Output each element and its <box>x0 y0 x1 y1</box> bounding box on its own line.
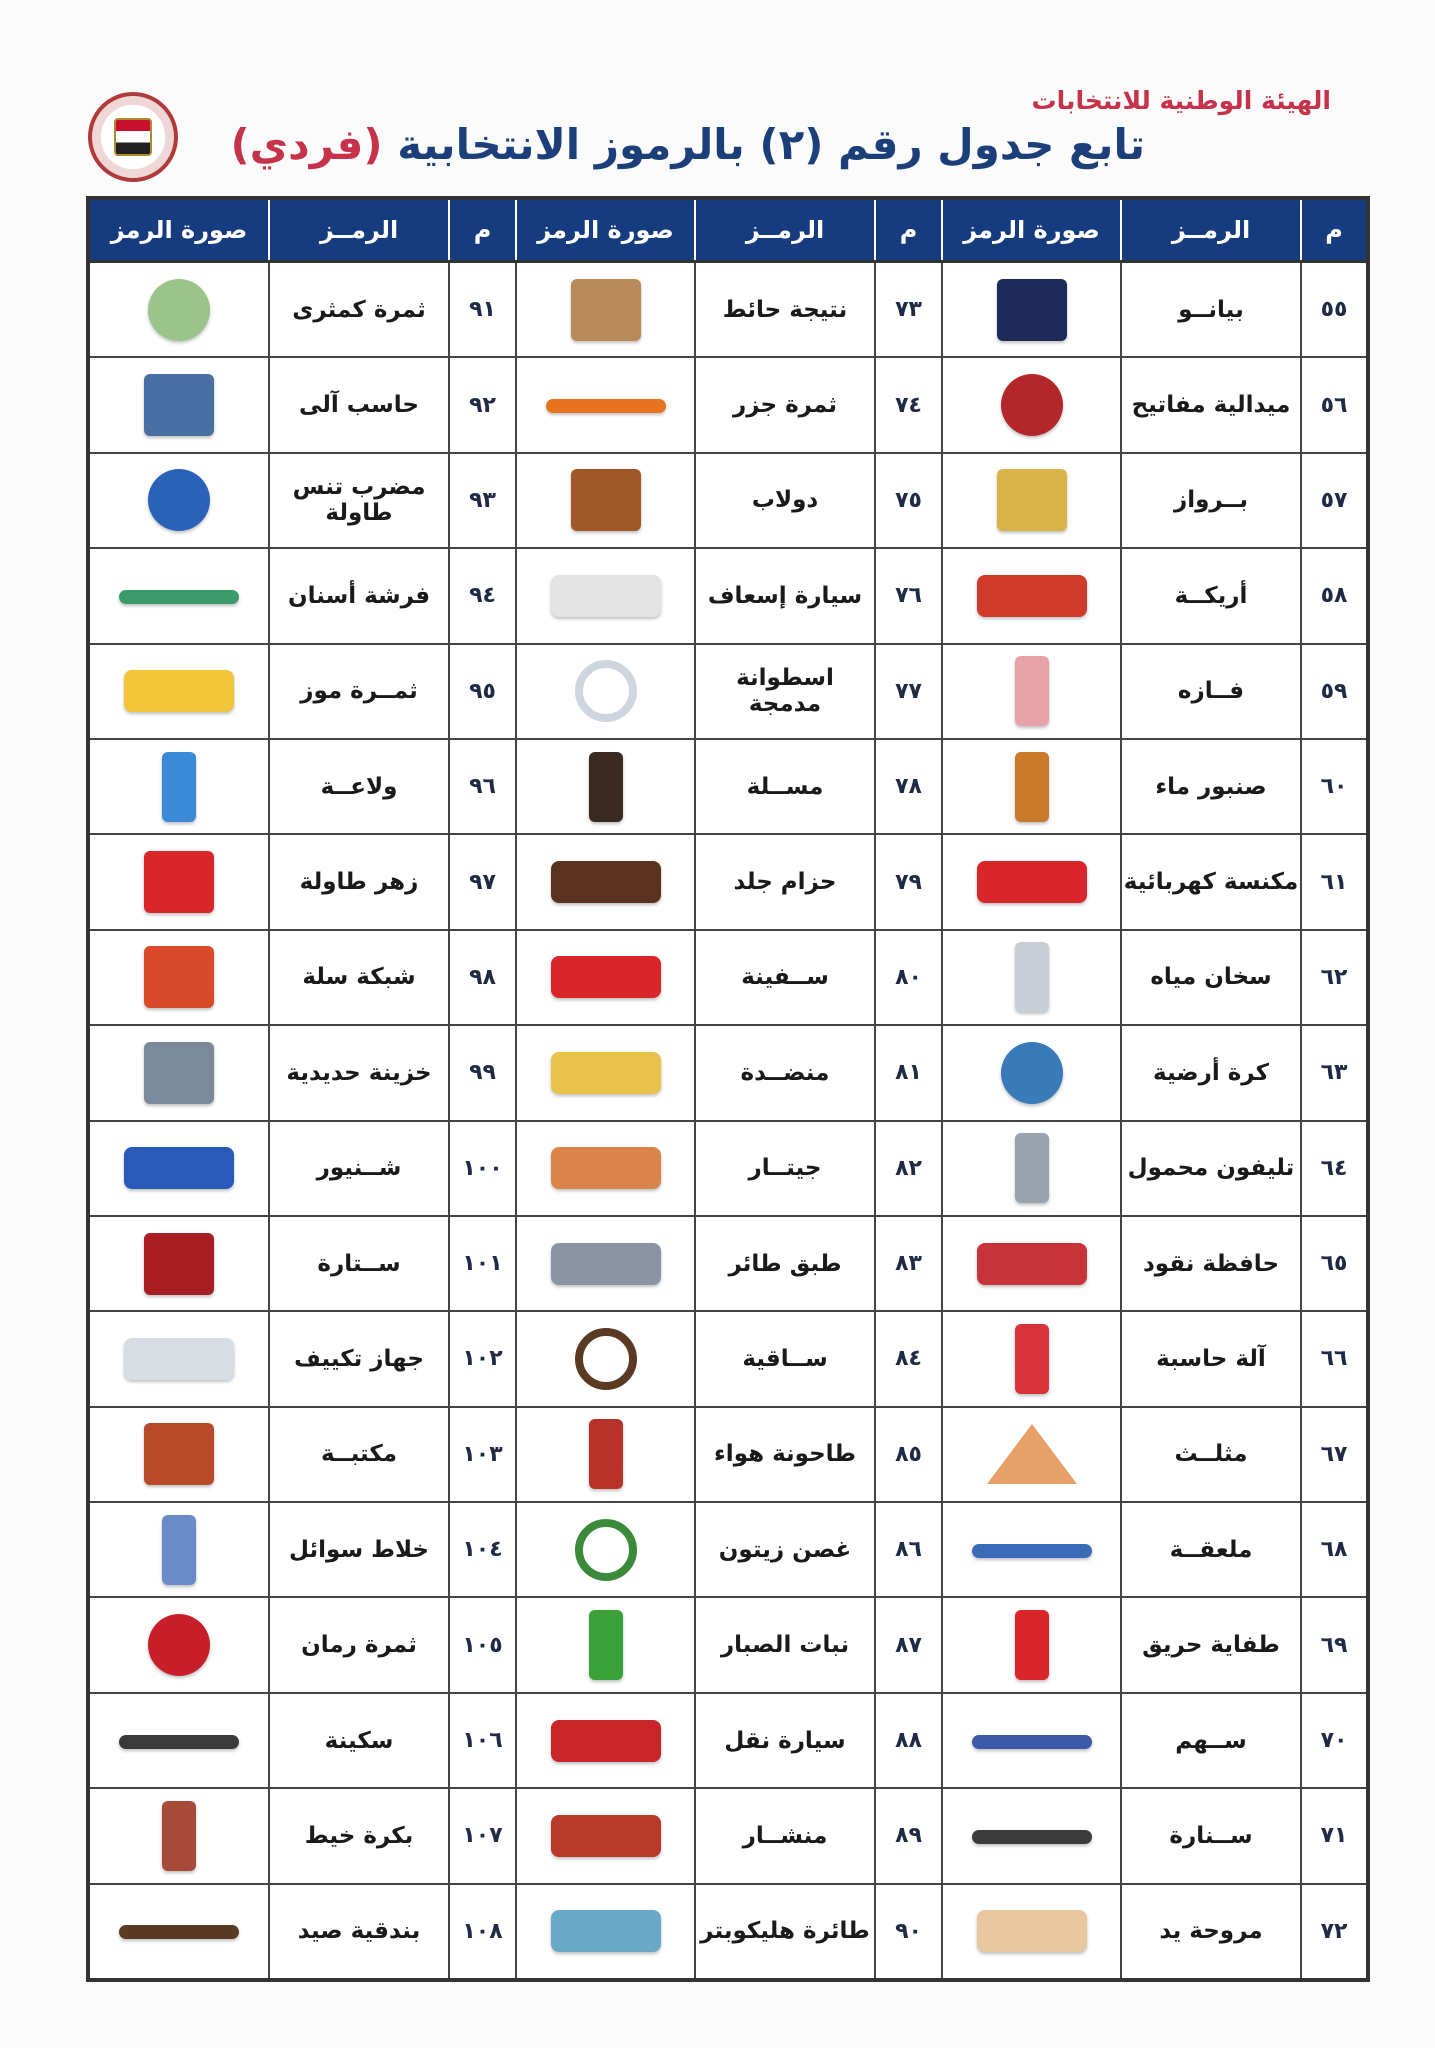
symbol-number: ٨٩ <box>875 1788 942 1883</box>
symbol-number: ٩٧ <box>449 834 516 929</box>
safe-icon <box>144 1042 214 1104</box>
symbol-image <box>942 1121 1121 1216</box>
symbol-image <box>942 1597 1121 1692</box>
symbol-name: مروحة يد <box>1121 1884 1301 1980</box>
symbol-name: صنبور ماء <box>1121 739 1301 834</box>
symbol-image <box>88 548 269 643</box>
globe-icon <box>1001 1042 1063 1104</box>
symbol-image <box>942 453 1121 548</box>
symbol-number: ١٠٥ <box>449 1597 516 1692</box>
table-row <box>88 1121 1368 1216</box>
header-num: م <box>1301 198 1368 262</box>
basketball-hoop-icon <box>144 946 214 1008</box>
symbol-image <box>942 1502 1121 1597</box>
symbol-number: ٦٢ <box>1301 930 1368 1025</box>
header-image: صورة الرمز <box>88 198 269 262</box>
title-suffix: (فردي) <box>230 120 383 169</box>
page-title <box>230 120 1145 169</box>
symbol-number: ٩٤ <box>449 548 516 643</box>
symbol-image <box>88 453 269 548</box>
symbol-image <box>88 1693 269 1788</box>
symbol-name: جهاز تكييف <box>269 1311 449 1406</box>
symbol-number: ٧١ <box>1301 1788 1368 1883</box>
table-row <box>88 644 1368 739</box>
symbol-name: مســلة <box>695 739 875 834</box>
symbol-number: ٨٠ <box>875 930 942 1025</box>
symbol-image <box>942 357 1121 452</box>
table-row <box>88 1502 1368 1597</box>
spoon-icon <box>972 1544 1092 1558</box>
carrot-icon <box>546 399 666 413</box>
symbol-image <box>942 1025 1121 1120</box>
table-row <box>88 1884 1368 1980</box>
calculator-icon <box>1015 1324 1049 1394</box>
symbol-number: ١٠٨ <box>449 1884 516 1980</box>
symbol-name: خلاط سوائل <box>269 1502 449 1597</box>
arrow-icon <box>972 1735 1092 1749</box>
symbol-number: ٦١ <box>1301 834 1368 929</box>
table-row <box>88 1311 1368 1406</box>
symbol-image <box>516 739 695 834</box>
table-row <box>88 1407 1368 1502</box>
symbol-name: اسطوانة مدمجة <box>695 644 875 739</box>
symbol-number: ٧٥ <box>875 453 942 548</box>
symbol-name: منشــار <box>695 1788 875 1883</box>
symbol-number: ٩٢ <box>449 357 516 452</box>
symbol-number: ٩٥ <box>449 644 516 739</box>
symbol-number: ٥٥ <box>1301 262 1368 358</box>
lighter-icon <box>162 752 196 822</box>
mobile-phone-icon <box>1015 1133 1049 1203</box>
symbol-image <box>88 739 269 834</box>
laptop-icon <box>144 374 214 436</box>
symbol-image <box>516 262 695 358</box>
symbol-name: فرشة أسنان <box>269 548 449 643</box>
symbol-image <box>88 1597 269 1692</box>
symbol-name: ســهم <box>1121 1693 1301 1788</box>
symbol-name: جيتــار <box>695 1121 875 1216</box>
symbol-image <box>516 1121 695 1216</box>
symbol-name: شــنيور <box>269 1121 449 1216</box>
guitar-icon <box>551 1147 661 1189</box>
symbol-number: ١٠٤ <box>449 1502 516 1597</box>
table-row <box>88 1788 1368 1883</box>
symbol-name: سيارة إسعاف <box>695 548 875 643</box>
symbol-name: بكرة خيط <box>269 1788 449 1883</box>
symbol-number: ١٠٢ <box>449 1311 516 1406</box>
authority-emblem-icon <box>88 92 178 182</box>
symbol-name: ميدالية مفاتيح <box>1121 357 1301 452</box>
header-image: صورة الرمز <box>516 198 695 262</box>
cd-icon <box>575 660 637 722</box>
header-num: م <box>449 198 516 262</box>
vase-icon <box>1015 656 1049 726</box>
authority-name: الهيئة الوطنية للانتخابات <box>1031 86 1331 115</box>
symbol-name: طفاية حريق <box>1121 1597 1301 1692</box>
symbol-image <box>516 644 695 739</box>
symbol-image <box>942 262 1121 358</box>
header-symbol: الرمــز <box>695 198 875 262</box>
symbol-image <box>942 1216 1121 1311</box>
symbol-number: ٦٥ <box>1301 1216 1368 1311</box>
symbol-name: ملعقــة <box>1121 1502 1301 1597</box>
symbol-number: ٥٧ <box>1301 453 1368 548</box>
table-row <box>88 1216 1368 1311</box>
symbol-image <box>942 1693 1121 1788</box>
fishing-rod-icon <box>972 1830 1092 1844</box>
symbol-number: ٦٠ <box>1301 739 1368 834</box>
fire-extinguisher-icon <box>1015 1610 1049 1680</box>
piano-icon <box>997 279 1067 341</box>
symbol-name: آلة حاسبة <box>1121 1311 1301 1406</box>
symbol-image <box>88 1216 269 1311</box>
symbol-number: ٩٠ <box>875 1884 942 1980</box>
ufo-icon <box>551 1243 661 1285</box>
symbol-image <box>88 262 269 358</box>
symbol-image <box>88 1025 269 1120</box>
symbol-number: ٧٣ <box>875 262 942 358</box>
symbol-name: نتيجة حائط <box>695 262 875 358</box>
table-row <box>88 930 1368 1025</box>
symbol-name: شبكة سلة <box>269 930 449 1025</box>
symbol-image <box>88 1502 269 1597</box>
symbol-name: حزام جلد <box>695 834 875 929</box>
symbol-image <box>942 834 1121 929</box>
symbol-image <box>942 644 1121 739</box>
symbol-name: ســتارة <box>269 1216 449 1311</box>
dice-icon <box>144 851 214 913</box>
vacuum-cleaner-icon <box>977 861 1087 903</box>
faucet-icon <box>1015 752 1049 822</box>
symbol-name: سكينة <box>269 1693 449 1788</box>
symbol-name: بيانــو <box>1121 262 1301 358</box>
hunting-rifle-icon <box>119 1925 239 1939</box>
symbol-number: ٧٠ <box>1301 1693 1368 1788</box>
pear-icon <box>148 279 210 341</box>
symbol-number: ٦٨ <box>1301 1502 1368 1597</box>
wall-calendar-icon <box>571 279 641 341</box>
table-row <box>88 548 1368 643</box>
water-heater-icon <box>1015 942 1049 1012</box>
symbol-image <box>88 1121 269 1216</box>
thread-spool-icon <box>162 1801 196 1871</box>
header-num: م <box>875 198 942 262</box>
symbol-number: ٧٩ <box>875 834 942 929</box>
symbol-image <box>516 1407 695 1502</box>
sofa-icon <box>977 575 1087 617</box>
symbol-number: ١٠٧ <box>449 1788 516 1883</box>
ambulance-icon <box>551 575 661 617</box>
symbol-image <box>942 930 1121 1025</box>
curtain-icon <box>144 1233 214 1295</box>
symbol-image <box>516 1216 695 1311</box>
symbol-name: تليفون محمول <box>1121 1121 1301 1216</box>
symbol-name: طبق طائر <box>695 1216 875 1311</box>
symbol-name: زهر طاولة <box>269 834 449 929</box>
symbol-number: ٧٤ <box>875 357 942 452</box>
belt-icon <box>551 861 661 903</box>
bookshelf-icon <box>144 1423 214 1485</box>
symbol-number: ٥٦ <box>1301 357 1368 452</box>
symbol-number: ١٠٠ <box>449 1121 516 1216</box>
symbol-number: ٩٨ <box>449 930 516 1025</box>
symbol-name: دولاب <box>695 453 875 548</box>
table-row <box>88 262 1368 358</box>
symbol-image <box>942 1788 1121 1883</box>
symbol-image <box>88 930 269 1025</box>
symbol-image <box>516 1311 695 1406</box>
symbol-image <box>516 548 695 643</box>
helicopter-icon <box>551 1910 661 1952</box>
symbol-image <box>516 1788 695 1883</box>
table-row <box>88 1025 1368 1120</box>
title-main: تابع جدول رقم (٢) بالرموز الانتخابية <box>397 120 1145 169</box>
banana-icon <box>124 670 234 712</box>
symbol-number: ٩٦ <box>449 739 516 834</box>
symbol-image <box>516 357 695 452</box>
symbol-number: ٨١ <box>875 1025 942 1120</box>
ship-icon <box>551 956 661 998</box>
symbol-number: ٦٤ <box>1301 1121 1368 1216</box>
symbol-name: مضرب تنس طاولة <box>269 453 449 548</box>
symbol-name: ثمرة كمثرى <box>269 262 449 358</box>
symbol-number: ٦٩ <box>1301 1597 1368 1692</box>
symbol-name: غصن زيتون <box>695 1502 875 1597</box>
symbol-name: طاحونة هواء <box>695 1407 875 1502</box>
symbol-image <box>516 1502 695 1597</box>
symbol-name: ســنارة <box>1121 1788 1301 1883</box>
symbol-image <box>88 1407 269 1502</box>
symbol-number: ٦٦ <box>1301 1311 1368 1406</box>
symbol-image <box>942 548 1121 643</box>
symbol-number: ٨٤ <box>875 1311 942 1406</box>
symbol-number: ٨٢ <box>875 1121 942 1216</box>
waterwheel-icon <box>575 1328 637 1390</box>
table-row <box>88 453 1368 548</box>
wardrobe-icon <box>571 469 641 531</box>
symbol-name: خزينة حديدية <box>269 1025 449 1120</box>
symbol-name: ثمرة رمان <box>269 1597 449 1692</box>
set-square-icon <box>987 1424 1077 1484</box>
symbol-number: ٨٥ <box>875 1407 942 1502</box>
symbol-number: ٨٣ <box>875 1216 942 1311</box>
symbol-name: حاسب آلى <box>269 357 449 452</box>
windmill-icon <box>589 1419 623 1489</box>
symbol-name: منضــدة <box>695 1025 875 1120</box>
symbol-image <box>942 1407 1121 1502</box>
symbol-number: ١٠٣ <box>449 1407 516 1502</box>
symbol-number: ٩١ <box>449 262 516 358</box>
ping-pong-paddle-icon <box>148 469 210 531</box>
symbol-number: ٦٣ <box>1301 1025 1368 1120</box>
table-row <box>88 834 1368 929</box>
symbol-name: أريكــة <box>1121 548 1301 643</box>
wallet-icon <box>977 1243 1087 1285</box>
saw-icon <box>551 1815 661 1857</box>
keychain-icon <box>1001 374 1063 436</box>
symbol-image <box>516 1025 695 1120</box>
symbol-image <box>88 1884 269 1980</box>
symbol-image <box>942 739 1121 834</box>
symbol-name: ســاقية <box>695 1311 875 1406</box>
symbol-image <box>942 1884 1121 1980</box>
symbol-name: حافظة نقود <box>1121 1216 1301 1311</box>
pomegranate-icon <box>148 1614 210 1676</box>
symbol-number: ٥٩ <box>1301 644 1368 739</box>
symbol-image <box>88 834 269 929</box>
symbol-name: سخان مياه <box>1121 930 1301 1025</box>
table-row <box>88 1693 1368 1788</box>
symbol-name: ســفينة <box>695 930 875 1025</box>
symbol-image <box>88 357 269 452</box>
symbol-number: ٥٨ <box>1301 548 1368 643</box>
picture-frame-icon <box>997 469 1067 531</box>
air-conditioner-icon <box>124 1338 234 1380</box>
symbol-number: ٩٩ <box>449 1025 516 1120</box>
symbol-number: ٨٧ <box>875 1597 942 1692</box>
header-symbol: الرمــز <box>1121 198 1301 262</box>
hand-fan-icon <box>977 1910 1087 1952</box>
table-icon <box>551 1052 661 1094</box>
symbol-number: ١٠٦ <box>449 1693 516 1788</box>
blender-icon <box>162 1515 196 1585</box>
drill-icon <box>124 1147 234 1189</box>
obelisk-icon <box>589 752 623 822</box>
table-row <box>88 357 1368 452</box>
symbol-number: ٨٦ <box>875 1502 942 1597</box>
symbol-name: سيارة نقل <box>695 1693 875 1788</box>
symbol-image <box>516 1884 695 1980</box>
symbol-name: كرة أرضية <box>1121 1025 1301 1120</box>
symbol-image <box>516 1597 695 1692</box>
symbol-number: ٧٢ <box>1301 1884 1368 1980</box>
symbol-name: مكتبــة <box>269 1407 449 1502</box>
eagle-flag-icon <box>114 118 152 156</box>
symbol-image <box>88 1311 269 1406</box>
symbol-number: ٧٦ <box>875 548 942 643</box>
cactus-icon <box>589 1610 623 1680</box>
symbol-name: بــرواز <box>1121 453 1301 548</box>
symbol-name: مكنسة كهربائية <box>1121 834 1301 929</box>
symbol-number: ٧٨ <box>875 739 942 834</box>
symbol-image <box>88 1788 269 1883</box>
truck-icon <box>551 1720 661 1762</box>
symbols-table <box>86 196 1370 1982</box>
symbol-name: بندقية صيد <box>269 1884 449 1980</box>
symbol-name: طائرة هليكوبتر <box>695 1884 875 1980</box>
symbol-number: ٧٧ <box>875 644 942 739</box>
symbol-name: نبات الصبار <box>695 1597 875 1692</box>
symbol-number: ١٠١ <box>449 1216 516 1311</box>
symbol-image <box>516 930 695 1025</box>
header-image: صورة الرمز <box>942 198 1121 262</box>
olive-branch-icon <box>575 1519 637 1581</box>
symbol-image <box>516 453 695 548</box>
symbol-name: ثمــرة موز <box>269 644 449 739</box>
symbol-name: ولاعــة <box>269 739 449 834</box>
symbol-name: فــازه <box>1121 644 1301 739</box>
toothbrush-icon <box>119 590 239 604</box>
symbol-number: ٩٣ <box>449 453 516 548</box>
symbol-name: مثلــث <box>1121 1407 1301 1502</box>
table-row <box>88 1597 1368 1692</box>
knife-icon <box>119 1735 239 1749</box>
symbol-number: ٨٨ <box>875 1693 942 1788</box>
symbol-image <box>516 1693 695 1788</box>
table-row <box>88 739 1368 834</box>
symbol-image <box>88 644 269 739</box>
header-symbol: الرمــز <box>269 198 449 262</box>
symbol-name: ثمرة جزر <box>695 357 875 452</box>
symbol-image <box>516 834 695 929</box>
table-header-row <box>88 198 1368 262</box>
symbol-number: ٦٧ <box>1301 1407 1368 1502</box>
symbol-image <box>942 1311 1121 1406</box>
